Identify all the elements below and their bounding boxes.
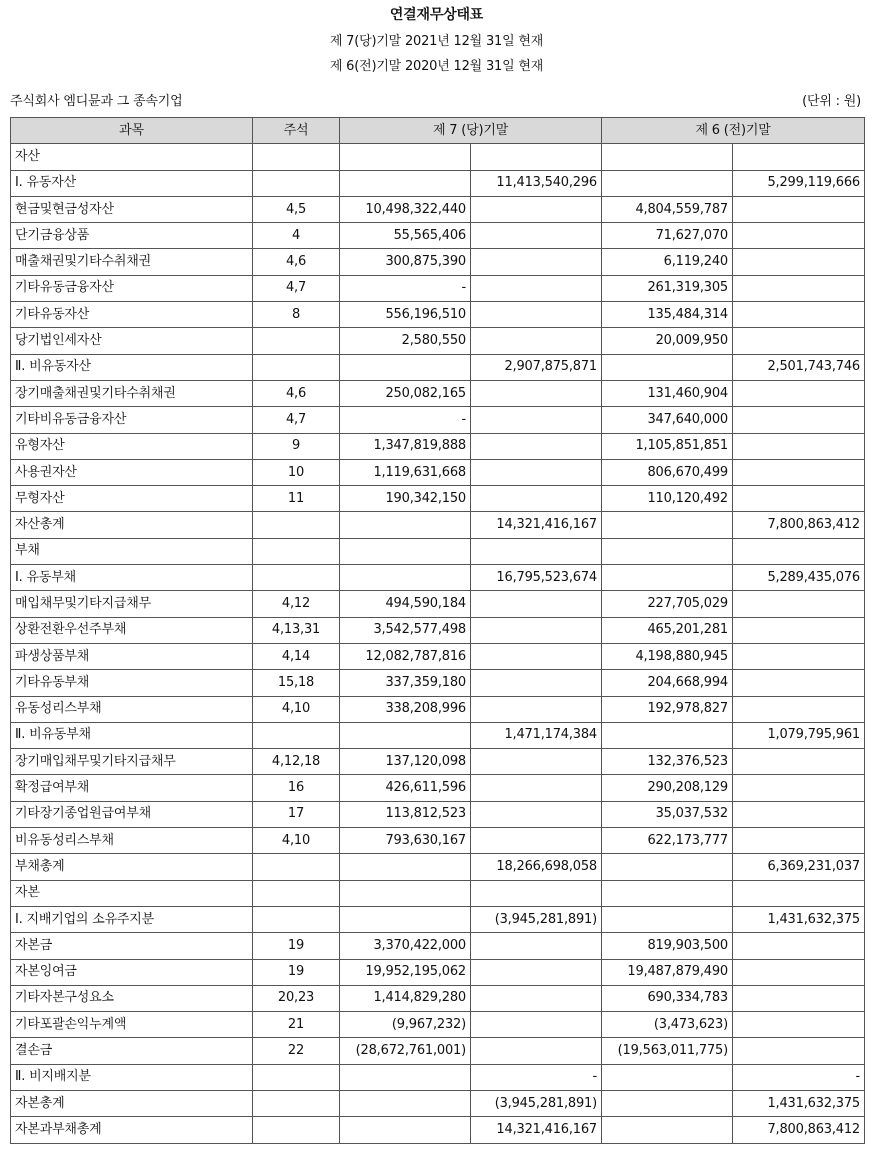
account-cell: 확정급여부채	[11, 775, 253, 801]
account-cell: 자본과부채총계	[11, 1117, 253, 1143]
current-total-cell	[471, 801, 602, 827]
current-total-cell	[471, 275, 602, 301]
current-total-cell	[471, 459, 602, 485]
account-cell: 부채총계	[11, 854, 253, 880]
account-cell: 자본총계	[11, 1090, 253, 1116]
note-cell: 4,7	[253, 407, 340, 433]
note-cell: 4,12,18	[253, 749, 340, 775]
current-total-cell: 14,321,416,167	[471, 1117, 602, 1143]
prior-detail-cell	[602, 144, 733, 170]
prior-total-cell	[733, 459, 865, 485]
current-detail-cell: 3,542,577,498	[340, 617, 471, 643]
current-total-cell: 2,907,875,871	[471, 354, 602, 380]
account-cell: 유형자산	[11, 433, 253, 459]
note-cell: 4	[253, 223, 340, 249]
prior-total-cell	[733, 538, 865, 564]
prior-total-cell: 1,431,632,375	[733, 906, 865, 932]
current-detail-cell: 2,580,550	[340, 328, 471, 354]
note-cell	[253, 144, 340, 170]
current-detail-cell: 190,342,150	[340, 486, 471, 512]
note-cell: 10	[253, 459, 340, 485]
prior-detail-cell: 806,670,499	[602, 459, 733, 485]
prior-detail-cell: (3,473,623)	[602, 1012, 733, 1038]
account-cell: 상환전환우선주부채	[11, 617, 253, 643]
current-total-cell	[471, 538, 602, 564]
account-cell: 장기매출채권및기타수취채권	[11, 380, 253, 406]
account-cell: 단기금융상품	[11, 223, 253, 249]
table-row	[11, 170, 865, 196]
header-note: 주석	[253, 118, 340, 144]
prior-detail-cell: 347,640,000	[602, 407, 733, 433]
account-cell: Ⅰ. 유동자산	[11, 170, 253, 196]
table-row	[11, 828, 865, 854]
current-total-cell: -	[471, 1064, 602, 1090]
current-total-cell	[471, 380, 602, 406]
prior-detail-cell	[602, 170, 733, 196]
table-row	[11, 328, 865, 354]
account-cell: 현금및현금성자산	[11, 196, 253, 222]
prior-total-cell: 1,431,632,375	[733, 1090, 865, 1116]
current-total-cell	[471, 486, 602, 512]
header-prior-period: 제 6 (전)기말	[602, 118, 865, 144]
current-total-cell	[471, 302, 602, 328]
note-cell	[253, 565, 340, 591]
prior-detail-cell: 19,487,879,490	[602, 959, 733, 985]
period-current: 제 7(당)기말 2021년 12월 31일 현재	[329, 34, 544, 49]
current-total-cell	[471, 1038, 602, 1064]
prior-total-cell	[733, 880, 865, 906]
current-detail-cell	[340, 565, 471, 591]
account-cell: 기타장기종업원급여부채	[11, 801, 253, 827]
prior-total-cell	[733, 670, 865, 696]
prior-detail-cell: 131,460,904	[602, 380, 733, 406]
table-row	[11, 617, 865, 643]
note-cell: 8	[253, 302, 340, 328]
current-total-cell: 18,266,698,058	[471, 854, 602, 880]
account-cell: 자본잉여금	[11, 959, 253, 985]
current-total-cell	[471, 1012, 602, 1038]
prior-detail-cell	[602, 1064, 733, 1090]
account-cell: 비유동성리스부채	[11, 828, 253, 854]
note-cell: 4,13,31	[253, 617, 340, 643]
prior-total-cell: 7,800,863,412	[733, 1117, 865, 1143]
prior-total-cell	[733, 696, 865, 722]
prior-detail-cell: 204,668,994	[602, 670, 733, 696]
table-row	[11, 722, 865, 748]
current-detail-cell: (28,672,761,001)	[340, 1038, 471, 1064]
note-cell	[253, 512, 340, 538]
account-cell: 파생상품부채	[11, 643, 253, 669]
account-cell: Ⅰ. 지배기업의 소유주지분	[11, 906, 253, 932]
prior-detail-cell: 20,009,950	[602, 328, 733, 354]
current-detail-cell: 19,952,195,062	[340, 959, 471, 985]
current-detail-cell	[340, 512, 471, 538]
table-row	[11, 565, 865, 591]
table-row	[11, 643, 865, 669]
current-total-cell	[471, 670, 602, 696]
prior-total-cell: 7,800,863,412	[733, 512, 865, 538]
period-prior: 제 6(전)기말 2020년 12월 31일 현재	[329, 59, 544, 74]
current-detail-cell: 12,082,787,816	[340, 643, 471, 669]
prior-detail-cell: (19,563,011,775)	[602, 1038, 733, 1064]
note-cell: 17	[253, 801, 340, 827]
table-row	[11, 1064, 865, 1090]
table-row	[11, 880, 865, 906]
account-cell: 자산총계	[11, 512, 253, 538]
current-detail-cell	[340, 170, 471, 196]
current-total-cell	[471, 775, 602, 801]
note-cell: 4,6	[253, 249, 340, 275]
note-cell	[253, 880, 340, 906]
current-detail-cell	[340, 854, 471, 880]
current-detail-cell: 426,611,596	[340, 775, 471, 801]
account-cell: 자본금	[11, 933, 253, 959]
account-cell: Ⅱ. 비지배지분	[11, 1064, 253, 1090]
prior-total-cell	[733, 328, 865, 354]
current-total-cell	[471, 749, 602, 775]
current-detail-cell: 1,347,819,888	[340, 433, 471, 459]
current-detail-cell: 494,590,184	[340, 591, 471, 617]
prior-detail-cell: 110,120,492	[602, 486, 733, 512]
current-total-cell: 16,795,523,674	[471, 565, 602, 591]
account-cell: 매입채무및기타지급채무	[11, 591, 253, 617]
current-detail-cell: -	[340, 275, 471, 301]
table-row	[11, 749, 865, 775]
current-detail-cell	[340, 880, 471, 906]
table-row	[11, 1090, 865, 1116]
account-cell: 유동성리스부채	[11, 696, 253, 722]
prior-detail-cell	[602, 1117, 733, 1143]
prior-total-cell	[733, 433, 865, 459]
prior-detail-cell	[602, 512, 733, 538]
prior-detail-cell: 622,173,777	[602, 828, 733, 854]
note-cell: 19	[253, 933, 340, 959]
account-cell: 장기매입채무및기타지급채무	[11, 749, 253, 775]
table-row	[11, 302, 865, 328]
account-cell: 무형자산	[11, 486, 253, 512]
table-row	[11, 459, 865, 485]
prior-total-cell	[733, 933, 865, 959]
current-detail-cell: 337,359,180	[340, 670, 471, 696]
current-detail-cell: 793,630,167	[340, 828, 471, 854]
current-total-cell	[471, 828, 602, 854]
prior-total-cell	[733, 591, 865, 617]
prior-total-cell	[733, 643, 865, 669]
current-total-cell	[471, 617, 602, 643]
prior-total-cell: 2,501,743,746	[733, 354, 865, 380]
prior-total-cell: -	[733, 1064, 865, 1090]
prior-total-cell	[733, 617, 865, 643]
account-cell: 부채	[11, 538, 253, 564]
account-cell: 기타자본구성요소	[11, 985, 253, 1011]
prior-detail-cell	[602, 538, 733, 564]
prior-detail-cell: 819,903,500	[602, 933, 733, 959]
table-row	[11, 1117, 865, 1143]
prior-total-cell	[733, 196, 865, 222]
table-row	[11, 196, 865, 222]
account-cell: Ⅱ. 비유동자산	[11, 354, 253, 380]
account-cell: 자산	[11, 144, 253, 170]
current-detail-cell	[340, 906, 471, 932]
prior-total-cell	[733, 249, 865, 275]
note-cell: 15,18	[253, 670, 340, 696]
current-total-cell: 14,321,416,167	[471, 512, 602, 538]
current-total-cell	[471, 407, 602, 433]
current-detail-cell: 55,565,406	[340, 223, 471, 249]
prior-total-cell	[733, 1012, 865, 1038]
statement-title: 연결재무상태표	[389, 7, 484, 23]
prior-total-cell	[733, 801, 865, 827]
table-row	[11, 933, 865, 959]
table-row	[11, 249, 865, 275]
table-row	[11, 275, 865, 301]
current-total-cell: (3,945,281,891)	[471, 906, 602, 932]
table-header-row	[11, 118, 865, 144]
header-current-period: 제 7 (당)기말	[340, 118, 602, 144]
current-detail-cell	[340, 538, 471, 564]
note-cell: 4,6	[253, 380, 340, 406]
table-row	[11, 959, 865, 985]
current-total-cell: (3,945,281,891)	[471, 1090, 602, 1116]
table-row	[11, 696, 865, 722]
prior-detail-cell: 290,208,129	[602, 775, 733, 801]
prior-total-cell	[733, 775, 865, 801]
prior-total-cell	[733, 985, 865, 1011]
current-total-cell	[471, 196, 602, 222]
current-detail-cell: 1,414,829,280	[340, 985, 471, 1011]
prior-detail-cell: 6,119,240	[602, 249, 733, 275]
note-cell: 16	[253, 775, 340, 801]
prior-detail-cell: 465,201,281	[602, 617, 733, 643]
current-total-cell	[471, 643, 602, 669]
table-row	[11, 223, 865, 249]
note-cell: 20,23	[253, 985, 340, 1011]
table-row	[11, 591, 865, 617]
table-row	[11, 538, 865, 564]
note-cell: 9	[253, 433, 340, 459]
account-cell: Ⅰ. 유동부채	[11, 565, 253, 591]
account-cell: 결손금	[11, 1038, 253, 1064]
current-detail-cell: 250,082,165	[340, 380, 471, 406]
table-row	[11, 144, 865, 170]
account-cell: Ⅱ. 비유동부채	[11, 722, 253, 748]
prior-total-cell	[733, 302, 865, 328]
current-detail-cell	[340, 1117, 471, 1143]
prior-detail-cell: 227,705,029	[602, 591, 733, 617]
current-detail-cell: 113,812,523	[340, 801, 471, 827]
prior-detail-cell	[602, 906, 733, 932]
prior-total-cell	[733, 486, 865, 512]
account-cell: 기타유동자산	[11, 302, 253, 328]
note-cell	[253, 906, 340, 932]
prior-total-cell	[733, 749, 865, 775]
note-cell: 4,5	[253, 196, 340, 222]
note-cell: 19	[253, 959, 340, 985]
prior-detail-cell: 690,334,783	[602, 985, 733, 1011]
current-detail-cell	[340, 722, 471, 748]
prior-detail-cell: 1,105,851,851	[602, 433, 733, 459]
current-total-cell	[471, 985, 602, 1011]
prior-detail-cell: 35,037,532	[602, 801, 733, 827]
table-row	[11, 380, 865, 406]
note-cell	[253, 722, 340, 748]
table-row	[11, 775, 865, 801]
current-total-cell	[471, 433, 602, 459]
prior-detail-cell	[602, 854, 733, 880]
note-cell: 4,10	[253, 828, 340, 854]
current-total-cell: 11,413,540,296	[471, 170, 602, 196]
current-detail-cell: -	[340, 407, 471, 433]
table-row	[11, 354, 865, 380]
current-detail-cell: (9,967,232)	[340, 1012, 471, 1038]
note-cell	[253, 1090, 340, 1116]
note-cell	[253, 170, 340, 196]
prior-total-cell	[733, 380, 865, 406]
unit-label: (단위 : 원)	[802, 94, 861, 109]
table-row	[11, 1012, 865, 1038]
prior-detail-cell: 4,198,880,945	[602, 643, 733, 669]
current-total-cell: 1,471,174,384	[471, 722, 602, 748]
prior-detail-cell: 135,484,314	[602, 302, 733, 328]
prior-detail-cell	[602, 354, 733, 380]
balance-sheet-table	[10, 117, 865, 1144]
prior-total-cell: 5,289,435,076	[733, 565, 865, 591]
note-cell: 11	[253, 486, 340, 512]
note-cell	[253, 538, 340, 564]
company-name: 주식회사 엠디뮨과 그 종속기업	[10, 94, 183, 109]
table-row	[11, 512, 865, 538]
current-total-cell	[471, 249, 602, 275]
account-cell: 당기법인세자산	[11, 328, 253, 354]
table-row	[11, 906, 865, 932]
prior-total-cell	[733, 223, 865, 249]
account-cell: 사용권자산	[11, 459, 253, 485]
account-cell: 기타유동금융자산	[11, 275, 253, 301]
current-total-cell	[471, 880, 602, 906]
current-detail-cell: 556,196,510	[340, 302, 471, 328]
current-detail-cell: 3,370,422,000	[340, 933, 471, 959]
table-row	[11, 854, 865, 880]
current-total-cell	[471, 696, 602, 722]
current-total-cell	[471, 144, 602, 170]
prior-total-cell	[733, 275, 865, 301]
table-row	[11, 433, 865, 459]
table-row	[11, 985, 865, 1011]
current-detail-cell: 137,120,098	[340, 749, 471, 775]
note-cell: 22	[253, 1038, 340, 1064]
account-cell: 기타유동부채	[11, 670, 253, 696]
current-detail-cell: 338,208,996	[340, 696, 471, 722]
prior-detail-cell: 132,376,523	[602, 749, 733, 775]
prior-total-cell	[733, 1038, 865, 1064]
prior-total-cell	[733, 959, 865, 985]
table-row	[11, 486, 865, 512]
current-detail-cell: 300,875,390	[340, 249, 471, 275]
prior-detail-cell: 192,978,827	[602, 696, 733, 722]
current-detail-cell: 1,119,631,668	[340, 459, 471, 485]
note-cell	[253, 1117, 340, 1143]
current-total-cell	[471, 328, 602, 354]
note-cell	[253, 354, 340, 380]
prior-total-cell: 5,299,119,666	[733, 170, 865, 196]
note-cell	[253, 328, 340, 354]
table-row	[11, 407, 865, 433]
prior-total-cell: 1,079,795,961	[733, 722, 865, 748]
note-cell: 4,12	[253, 591, 340, 617]
table-row	[11, 801, 865, 827]
account-cell: 기타비유동금융자산	[11, 407, 253, 433]
current-total-cell	[471, 933, 602, 959]
prior-detail-cell	[602, 880, 733, 906]
prior-detail-cell: 261,319,305	[602, 275, 733, 301]
current-total-cell	[471, 591, 602, 617]
prior-detail-cell: 4,804,559,787	[602, 196, 733, 222]
prior-detail-cell	[602, 1090, 733, 1116]
current-detail-cell	[340, 1064, 471, 1090]
prior-total-cell	[733, 144, 865, 170]
current-total-cell	[471, 959, 602, 985]
note-cell: 4,7	[253, 275, 340, 301]
note-cell: 21	[253, 1012, 340, 1038]
table-row	[11, 1038, 865, 1064]
prior-detail-cell	[602, 722, 733, 748]
prior-detail-cell: 71,627,070	[602, 223, 733, 249]
note-cell: 4,14	[253, 643, 340, 669]
account-cell: 자본	[11, 880, 253, 906]
header-account: 과목	[11, 118, 253, 144]
note-cell	[253, 854, 340, 880]
table-body	[11, 144, 865, 1143]
current-detail-cell	[340, 144, 471, 170]
table-row	[11, 670, 865, 696]
account-cell: 기타포괄손익누계액	[11, 1012, 253, 1038]
prior-total-cell	[733, 828, 865, 854]
current-detail-cell	[340, 1090, 471, 1116]
prior-total-cell	[733, 407, 865, 433]
account-cell: 매출채권및기타수취채권	[11, 249, 253, 275]
prior-detail-cell	[602, 565, 733, 591]
note-cell	[253, 1064, 340, 1090]
note-cell: 4,10	[253, 696, 340, 722]
prior-total-cell: 6,369,231,037	[733, 854, 865, 880]
current-total-cell	[471, 223, 602, 249]
current-detail-cell	[340, 354, 471, 380]
current-detail-cell: 10,498,322,440	[340, 196, 471, 222]
